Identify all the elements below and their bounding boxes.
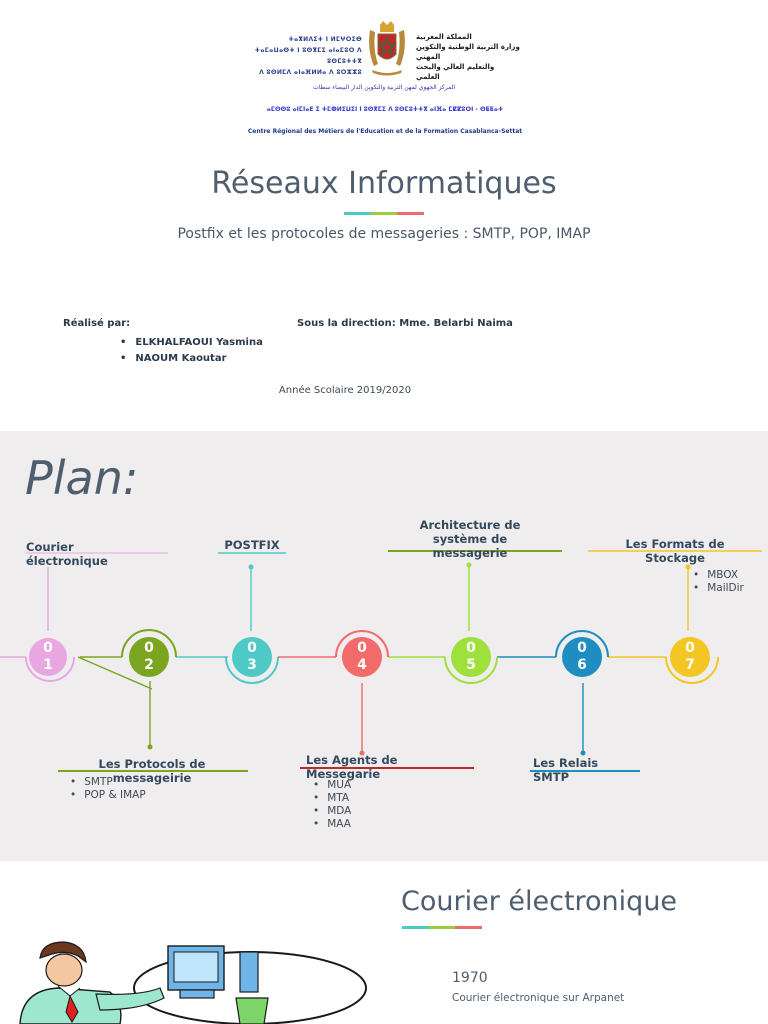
plan-item-number xyxy=(567,640,597,674)
plan-item-number-bottom: 7 xyxy=(685,657,695,673)
plan-item-label: Les Agents de Messegarie xyxy=(306,753,398,781)
title-accent-bar xyxy=(402,926,482,929)
header-tifinagh-line: ⴷ ⵓⵙⵍⵎⴷ ⴰⵏⴰⴼⵍⵍⴰ ⴷ ⵓⵔⵣⵣⵓ xyxy=(259,69,362,76)
presentation-title: Réseaux Informatiques xyxy=(211,166,557,201)
plan-item-number-top: 0 xyxy=(247,640,257,656)
plan-item-number-top: 0 xyxy=(144,640,154,656)
plan-sub-item: • POP & IMAP xyxy=(70,789,146,802)
plan-sub-item: • MTA xyxy=(313,792,351,805)
plan-item-number xyxy=(33,640,63,674)
author-item: • NAOUM Kaoutar xyxy=(120,351,263,367)
plan-item-label: Les Protocols de messageirie xyxy=(98,757,206,785)
author-list xyxy=(120,335,263,367)
plan-item-sublist xyxy=(313,779,351,831)
timeline-description: Courier électronique sur Arpanet xyxy=(452,992,625,1004)
plan-slide xyxy=(0,431,768,861)
header-arabic-line: وزارة التربية الوطنية والتكوين المهني xyxy=(416,43,520,61)
plan-item-number-bottom: 6 xyxy=(577,657,587,673)
slide-title: Courier électronique xyxy=(401,886,678,917)
plan-item-label: Les Relais SMTP xyxy=(533,756,599,784)
plan-sub-item: • MAA xyxy=(313,818,351,831)
header-center-arabic: المركز الجهوي لمهن التربية والتكوين الدار البيضاء سطات xyxy=(312,84,456,91)
plan-item-sublist xyxy=(70,776,146,802)
title-accent-bar xyxy=(344,212,424,215)
plan-item-number xyxy=(134,640,164,674)
plan-item-number-bottom: 3 xyxy=(247,657,257,673)
header-arabic-block xyxy=(416,32,520,82)
school-year: Année Scolaire 2019/2020 xyxy=(278,385,412,396)
plan-item-number xyxy=(675,640,705,674)
plan-item-number xyxy=(237,640,267,674)
plan-item-number-bottom: 1 xyxy=(43,657,53,673)
title-slide xyxy=(0,0,768,430)
plan-sub-item: • MailDir xyxy=(693,582,744,595)
courier-slide xyxy=(0,862,768,1024)
direction-label: Sous la direction: Mme. Belarbi Naima xyxy=(297,318,513,329)
plan-item-label: POSTFIX xyxy=(224,538,280,552)
plan-item-number-top: 0 xyxy=(685,640,695,656)
plan-item-number-top: 0 xyxy=(577,640,587,656)
plan-title: Plan: xyxy=(25,451,139,505)
header-center-tifinagh: ⴰⵎⵙⵙⵓ ⴰⵏⵎⵏⴰⴹ ⵉ ⵜⵎⵀⵍⵉⵡⵉⵏ ⵏ ⵓⵙⴳⵎⵉ ⴷ ⵓⵙⵎⵓⵜⵜⴳ ⴰⵏⴼⴰ ⵎⵇⵇⵓⵔⵏ - ⵙⵟⵟⴰⵜ xyxy=(266,106,504,113)
plan-item-number-top: 0 xyxy=(466,640,476,656)
plan-item-number-top: 0 xyxy=(43,640,53,656)
presentation-subtitle: Postfix et les protocoles de messageries : SMTP, POP, IMAP xyxy=(177,226,591,242)
author-item: • ELKHALFAOUI Yasmina xyxy=(120,335,263,351)
header-tifinagh-line: ⵜⴰⴳⵍⴷⵉⵜ ⵏ ⵍⵎⵖⵔⵉⴱ xyxy=(288,36,362,43)
plan-item-number-bottom: 2 xyxy=(144,657,154,673)
plan-item-number xyxy=(347,640,377,674)
plan-item-sublist xyxy=(693,569,744,595)
plan-item-label: Courier électronique xyxy=(26,540,108,568)
plan-item-label: Les Formats de Stockage xyxy=(625,537,725,565)
header-tifinagh-block xyxy=(238,34,362,78)
plan-item-number-bottom: 5 xyxy=(466,657,476,673)
plan-item-number xyxy=(456,640,486,674)
moroccan-coat-of-arms-logo xyxy=(364,20,410,76)
plan-sub-item: • MBOX xyxy=(693,569,744,582)
header-center-french: Centre Régional des Métiers de l'Education et de la Formation Casablanca-Settat xyxy=(247,128,523,135)
header-arabic-line: المملكة المغربية xyxy=(416,33,472,41)
timeline-year: 1970 xyxy=(452,970,488,986)
plan-item-label: Architecture de système de messagerie xyxy=(419,518,521,560)
plan-sub-item: • MUA xyxy=(313,779,351,792)
plan-sub-item: • MDA xyxy=(313,805,351,818)
header-arabic-line: والتعليم العالي والبحث العلمي xyxy=(416,63,495,81)
plan-item-number-bottom: 4 xyxy=(357,657,367,673)
realise-par-label: Réalisé par: xyxy=(63,318,131,329)
plan-item-number-top: 0 xyxy=(357,640,367,656)
person-at-computer-illustration xyxy=(0,932,380,1024)
header-tifinagh-line: ⵜⴰⵎⴰⵡⴰⵙⵜ ⵏ ⵓⵙⴳⵎⵉ ⴰⵏⴰⵎⵓⵔ ⴷ ⵓⵙⵎⵓⵜⵜⴳ xyxy=(254,47,362,65)
plan-sub-item: • SMTP xyxy=(70,776,146,789)
